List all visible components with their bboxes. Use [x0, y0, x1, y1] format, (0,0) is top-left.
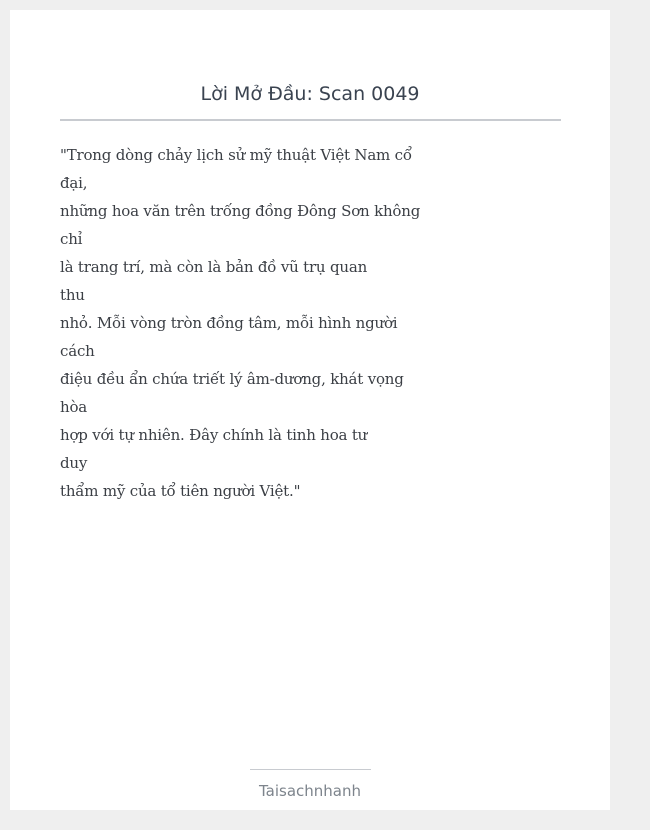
body-line: nhỏ. Mỗi vòng tròn đồng tâm, mỗi hình người: [60, 314, 398, 332]
body-line: chỉ: [60, 230, 83, 248]
body-line: duy: [60, 454, 88, 472]
body-line: hợp với tự nhiên. Đây chính là tinh hoa tư: [60, 426, 368, 444]
body-line: cách: [60, 342, 95, 360]
body-line: những hoa văn trên trống đồng Đông Sơn không: [60, 202, 421, 220]
footer-source: Taisachnhanh: [258, 782, 362, 800]
body-line: "Trong dòng chảy lịch sử mỹ thuật Việt Nam cổ: [60, 146, 412, 164]
body-line: hòa: [60, 398, 88, 416]
footer-divider: [250, 769, 371, 770]
body-line: thu: [60, 286, 85, 304]
page-title: Lời Mở Đầu: Scan 0049: [200, 83, 420, 105]
body-paragraph: [60, 141, 440, 505]
body-line: điệu đều ẩn chứa triết lý âm-dương, khát vọng: [60, 370, 404, 388]
body-line: là trang trí, mà còn là bản đồ vũ trụ quan: [60, 258, 368, 276]
body-line: đại,: [60, 174, 88, 192]
title-divider: [60, 119, 561, 121]
document-page: [10, 10, 610, 810]
body-line: thẩm mỹ của tổ tiên người Việt.": [60, 482, 301, 500]
